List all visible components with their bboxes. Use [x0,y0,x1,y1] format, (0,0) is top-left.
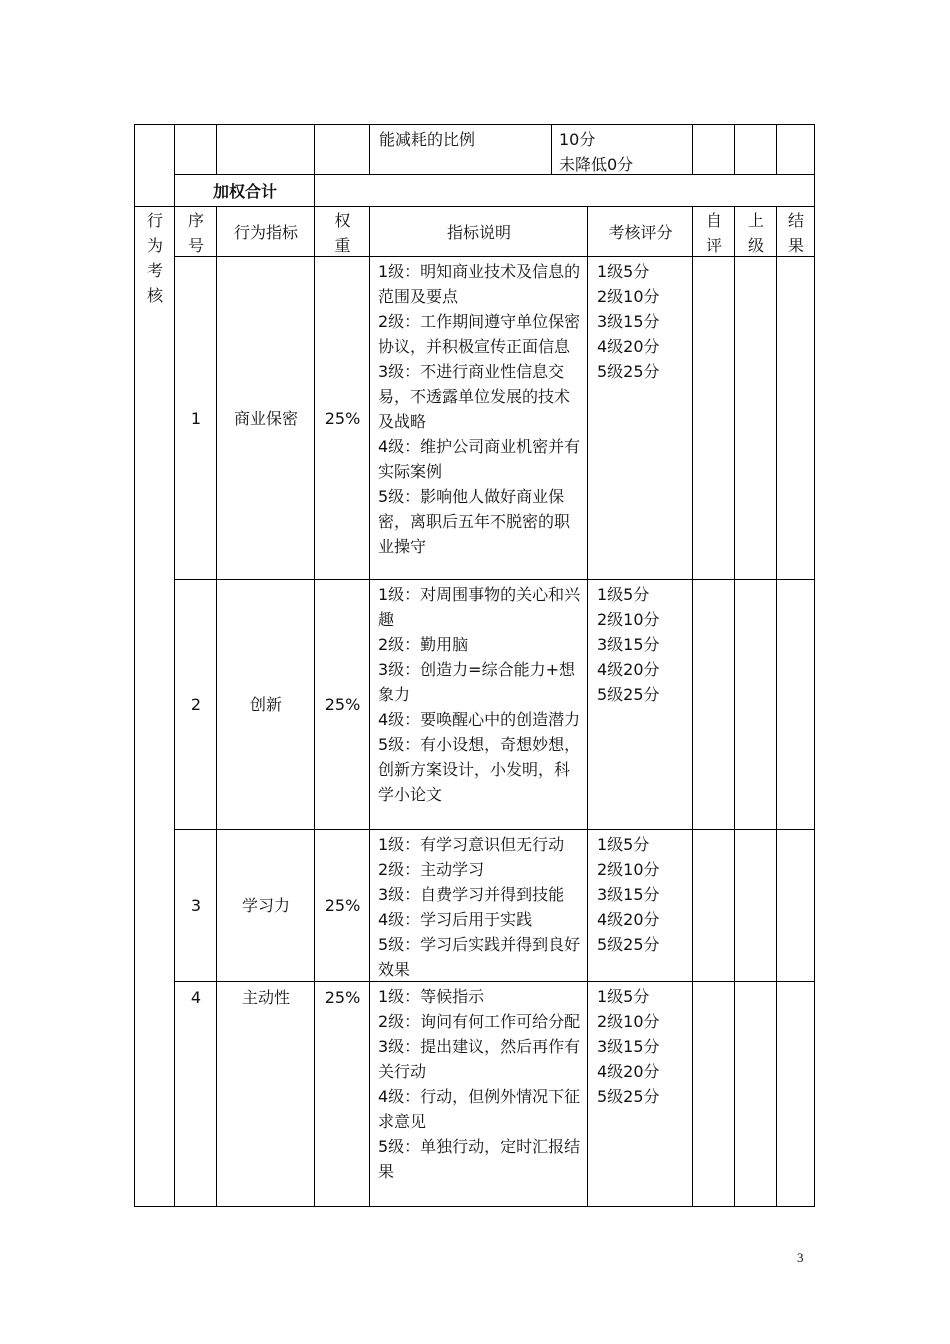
score-line: 3级15分 [597,635,660,654]
score-line: 1级5分 [597,585,650,604]
description-line: 3级：不进行商业性信息交易，不透露单位发展的技术及战略 [378,362,571,431]
description-line: 1级：等候指示 [378,987,485,1006]
score-line: 3级15分 [597,1037,660,1056]
page-number: 3 [797,1250,804,1265]
top-row-cell [734,124,777,175]
score-line: 1级5分 [597,262,650,281]
description-line: 3级：提出建议，然后再作有关行动 [378,1037,581,1081]
table-cell [776,579,815,830]
top-row-cell [314,124,370,175]
description-line: 5级：影响他人做好商业保密，离职后五年不脱密的职业操守 [378,487,571,556]
row-weight: 25% [324,896,361,915]
table-cell [734,579,777,830]
table-cell [776,829,815,982]
description-line: 2级：询问有何工作可给分配 [378,1012,581,1031]
description-line: 5级：单独行动，定时汇报结果 [378,1137,581,1181]
score-line: 1级5分 [597,987,650,1006]
description-line: 4级：学习后用于实践 [378,910,533,929]
score-line: 4级20分 [597,1062,660,1081]
table-cell [174,981,217,1207]
score-line: 5级25分 [597,1087,660,1106]
score-line: 5级25分 [597,362,660,381]
row-description [378,259,583,559]
score-line: 4级20分 [597,337,660,356]
description-line: 5级：有小设想，奇想妙想，创新方案设计，小发明，科学小论文 [378,735,581,804]
row-weight: 25% [324,695,361,714]
top-row-cell [216,124,315,175]
header-indicator-label: 行为指标 [233,223,298,242]
score-line: 4级20分 [597,660,660,679]
description-line: 4级：要唤醒心中的创造潜力 [378,710,581,729]
top-row-cell [174,124,217,175]
row-description [378,582,583,807]
score-line: 2级10分 [597,287,660,306]
description-line: 1级：对周围事物的关心和兴趣 [378,585,581,629]
row-indicator: 商业保密 [233,408,298,428]
row-seq: 4 [190,988,202,1007]
table-cell [692,829,735,982]
table-cell [734,829,777,982]
header-superior-label: 上级 [747,211,764,255]
row-weight: 25% [324,408,361,428]
header-seq-label: 序号 [187,211,204,255]
score-line: 2级10分 [597,860,660,879]
header-self-label: 自评 [705,211,722,255]
table-cell [692,579,735,830]
header-result-label: 结果 [787,211,804,255]
description-line: 2级：勤用脑 [378,635,469,654]
top-row-desc: 能减耗的比例 [379,130,476,149]
header-score-label: 考核评分 [608,223,673,242]
row-seq: 1 [190,408,202,428]
row-indicator: 学习力 [241,896,290,915]
top-row-score-line: 10分 [559,130,596,149]
description-line: 4级：行动，但例外情况下征求意见 [378,1087,581,1131]
score-line: 4级20分 [597,910,660,929]
score-line: 3级15分 [597,885,660,904]
table-cell [692,981,735,1207]
score-line: 5级25分 [597,685,660,704]
row-seq: 2 [190,695,202,714]
table-cell [734,256,777,580]
category-cell-top [134,124,175,207]
weighted-total-value-cell [314,174,815,207]
description-line: 2级：主动学习 [378,860,485,879]
header-desc-label: 指标说明 [446,223,511,242]
top-row-cell [692,124,735,175]
top-row-cell [776,124,815,175]
score-line: 2级10分 [597,1012,660,1031]
description-line: 1级：明知商业技术及信息的范围及要点 [378,262,581,306]
table-cell [734,981,777,1207]
row-seq: 3 [190,896,202,915]
top-row-score-line: 未降低0分 [559,155,634,174]
table-cell [216,981,315,1207]
description-line: 3级：创造力=综合能力+想象力 [378,660,575,704]
score-line: 5级25分 [597,935,660,954]
category-label: 行为考核 [146,211,163,305]
description-line: 3级：自费学习并得到技能 [378,885,565,904]
description-line: 4级：维护公司商业机密并有实际案例 [378,437,581,481]
row-weight: 25% [324,988,361,1007]
table-cell [776,981,815,1207]
table-cell [776,256,815,580]
category-cell [134,206,175,1207]
table-cell [692,256,735,580]
description-line: 1级：有学习意识但无行动 [378,835,565,854]
row-description [378,832,583,982]
table-cell [314,981,370,1207]
header-weight-label: 权重 [334,211,351,255]
score-line: 2级10分 [597,610,660,629]
row-indicator: 主动性 [241,988,290,1007]
row-description [378,984,583,1184]
score-line: 1级5分 [597,835,650,854]
description-line: 5级：学习后实践并得到良好效果 [378,935,581,979]
score-line: 3级15分 [597,312,660,331]
description-line: 2级：工作期间遵守单位保密协议，并积极宣传正面信息 [378,312,581,356]
weighted-total-label: 加权合计 [212,182,277,201]
row-indicator: 创新 [249,695,282,714]
